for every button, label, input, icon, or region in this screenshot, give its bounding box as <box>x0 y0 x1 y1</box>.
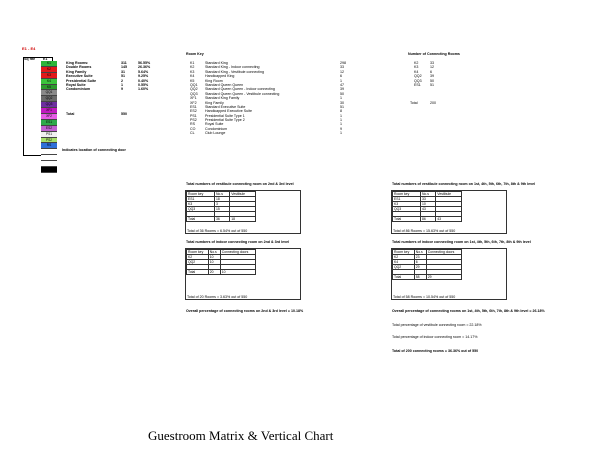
room-key-qty: 8 <box>340 109 342 114</box>
room-key-qty: 1 <box>340 113 342 118</box>
room-type-pct: 56.55% <box>138 61 151 65</box>
legend-header-e1: E1 <box>43 57 48 61</box>
room-key-code: PS2 <box>190 118 197 123</box>
connecting-code: ES1 <box>414 82 421 87</box>
indoor-23-cell: 10 <box>208 255 220 260</box>
vest-up-cell: 33 <box>420 197 435 202</box>
legend-swatch: PS2 <box>41 138 57 144</box>
vest-up-cell: K3 <box>393 202 421 207</box>
indoor-23-cell: 10 <box>208 260 220 265</box>
legend-swatch: K2 <box>41 67 57 73</box>
room-type-pct: 1.60% <box>138 87 149 92</box>
vest-up-title: Total numbers of vestibule connecting room on 1st, 4th, 5th, 6th, 7th, 8th & 9th level <box>392 182 536 186</box>
room-key-code: K3 <box>190 69 195 74</box>
indoor-23-header-row <box>187 250 256 255</box>
indoor-23-total-cell: 10 <box>220 270 255 275</box>
indoor-23-header-cell: Room key <box>187 250 209 255</box>
legend-swatch: QQ2 <box>41 96 57 102</box>
room-type-pct: 0.40% <box>138 78 149 83</box>
vest-23-title: Total numbers of vestibule connecting room on 2nd & 3rd level <box>186 182 294 186</box>
indoor-up-total-cell: 29 <box>426 275 461 280</box>
indoor-up-cell: 23 <box>414 255 426 260</box>
connecting-qty: 12 <box>430 65 434 70</box>
vest-23-cell: 18 <box>214 197 229 202</box>
indoor-up-header-cell: Connecting doors <box>426 250 461 255</box>
room-key-code: ES2 <box>190 109 197 114</box>
room-type-pct: 9.25% <box>138 74 149 79</box>
room-key-qty: 1 <box>340 118 342 123</box>
room-key-qty: 1 <box>340 122 342 127</box>
room-type-name: King Family <box>66 69 87 74</box>
legend-total-label: Total <box>66 112 75 116</box>
connecting-list <box>410 61 440 87</box>
vest-23-header-cell: Room key <box>187 192 215 197</box>
legend-total-value: 550 <box>121 112 127 116</box>
room-key-code: CO <box>190 126 196 131</box>
room-key-code: QQ2 <box>190 87 198 92</box>
vest-up-cell: 10 <box>420 202 435 207</box>
vest-up-total-cell: Total <box>393 217 421 222</box>
room-key-code: K2 <box>190 65 195 70</box>
vest-up-table <box>391 190 507 234</box>
room-key-qty: 9 <box>340 126 342 131</box>
section-label: E1 - E4 <box>22 46 36 51</box>
room-type-name: Executive Suite <box>66 74 93 79</box>
indoor-up-total-cell: 58 <box>414 275 426 280</box>
room-type-count: 51 <box>121 74 125 79</box>
connecting-total-label: Total <box>410 101 418 105</box>
legend-swatch <box>41 167 57 173</box>
indoor-up-grid <box>392 249 462 280</box>
indoor-up-total-cell: Total <box>393 275 415 280</box>
room-key-code: PS1 <box>190 113 197 118</box>
room-key-qty: 33 <box>340 65 344 70</box>
summary-total: Total of 200 connecting rooms = 36.36% out of 550 <box>392 349 479 353</box>
legend-swatch: QQ1 <box>41 90 57 96</box>
room-type-name: Royal Suite <box>66 82 86 87</box>
connecting-code: K4 <box>414 69 419 74</box>
room-type-list <box>66 61 166 92</box>
room-type-row <box>66 87 166 91</box>
room-key-code: K1 <box>190 61 195 65</box>
indoor-up-cell: 29 <box>414 265 426 270</box>
room-key-desc: Standard King <box>205 61 228 65</box>
room-key-code: CL <box>190 131 195 136</box>
indoor-23-total-cell: 20 <box>208 270 220 275</box>
connecting-code: QQ2 <box>414 74 422 79</box>
room-key-qty: 1 <box>340 131 342 136</box>
connecting-row <box>410 83 440 87</box>
connecting-door-note: Indicates location of connecting door <box>62 148 126 152</box>
room-type-count: 9 <box>121 87 123 92</box>
room-key-code: K4 <box>190 74 195 79</box>
indoor-up-cell: K4 <box>393 260 415 265</box>
vest-up-header-cell: Room key <box>393 192 421 197</box>
legend-header-sqft: Sq ftte <box>24 57 36 61</box>
connecting-code: K2 <box>414 61 419 65</box>
room-key-desc: Standard Queen Queen <box>205 82 244 87</box>
connecting-code: QQ3 <box>414 78 422 83</box>
vest-23-cell: 15 <box>214 207 229 212</box>
room-type-name: Double Rooms <box>66 65 92 70</box>
room-key-qty: 51 <box>340 104 344 109</box>
room-key-desc: Standard King Family <box>205 96 240 101</box>
room-key-desc: Presidential Suite Type 1 <box>205 113 245 118</box>
vest-up-total-row <box>393 217 462 222</box>
connecting-code: K3 <box>414 65 419 70</box>
indoor-up-cell: 6 <box>414 260 426 265</box>
indoor-up-header-cell: Room key <box>393 250 415 255</box>
connecting-qty: 51 <box>430 82 434 87</box>
vest-up-cell: 43 <box>420 207 435 212</box>
legend-swatch: QQ3 <box>41 102 57 108</box>
overall-up: Overall percentage of connecting rooms on 1st, 4th, 5th, 6th, 7th, 8th & 9th level = 26.18% <box>392 309 545 313</box>
legend-swatch: K4 <box>41 79 57 85</box>
room-key-desc: Standard Queen Queen - Vestibule connecting <box>205 91 280 96</box>
room-key-desc: Condominium <box>205 126 228 131</box>
summary-vestibule: Total percentage of vestibule connecting room = 22.18% <box>392 323 482 327</box>
legend-swatch: ES2 <box>41 126 57 132</box>
vest-up-header-cell: Vestibule <box>436 192 462 197</box>
overall-23: Overall percentage of connecting rooms on 2nd & 3rd level = 10.18% <box>186 309 304 313</box>
room-key-qty: 39 <box>340 87 344 92</box>
vest-23-cell: K3 <box>187 202 215 207</box>
room-key-code: XF2 <box>190 100 197 105</box>
room-key-code: ES1 <box>190 104 197 109</box>
indoor-23-table <box>185 248 301 300</box>
room-key-desc: Standard Executive Suite <box>205 104 246 109</box>
room-key-qty: 1 <box>340 96 342 101</box>
vest-23-header-cell: Vestibule <box>230 192 256 197</box>
indoor-23-total-row <box>187 270 256 275</box>
vest-23-footer: Total of 36 Rooms = 6.54% out of 550 <box>187 228 248 233</box>
indoor-up-footer: Total of 58 Rooms = 10.54% out of 550 <box>393 294 456 299</box>
connecting-qty: 39 <box>430 74 434 79</box>
indoor-up-cell: QQ2 <box>393 265 415 270</box>
room-key-code: QQ3 <box>190 91 198 96</box>
indoor-up-total-row <box>393 275 462 280</box>
legend-swatch: ES1 <box>41 120 57 126</box>
room-key-desc: Presidential Suite Type 2 <box>205 118 245 123</box>
room-key-qty: 1 <box>340 78 342 83</box>
room-key-title: Room Key <box>186 52 204 56</box>
room-key-qty: 50 <box>340 91 344 96</box>
vest-up-cell: QQ3 <box>393 207 421 212</box>
room-type-name: King Rooms: <box>66 61 89 65</box>
legend-swatch: XF1 <box>41 108 57 114</box>
vest-23-total-row <box>187 217 256 222</box>
connecting-qty: 50 <box>430 78 434 83</box>
room-type-count: 2 <box>121 78 123 83</box>
room-key-desc: Standard King - Indoor connecting <box>205 65 260 70</box>
room-type-count: 1 <box>121 82 123 87</box>
indoor-23-total-cell: Total <box>187 270 209 275</box>
legend-swatches <box>41 61 57 173</box>
room-key-list <box>186 61 346 136</box>
indoor-23-title: Total numbers of indoor connecting room on 2nd & 3rd level <box>186 240 290 244</box>
legend-swatch: XF2 <box>41 114 57 120</box>
page-caption: Guestroom Matrix & Vertical Chart <box>148 428 334 443</box>
indoor-up-header-cell: No.s <box>414 250 426 255</box>
room-key-code: QQ1 <box>190 82 198 87</box>
room-key-code: K5 <box>190 78 195 83</box>
vest-23-total-cell: 18 <box>230 217 256 222</box>
room-key-qty: 6 <box>340 74 342 79</box>
indoor-23-cell: QQ2 <box>187 260 209 265</box>
room-type-count: 145 <box>121 65 127 70</box>
indoor-23-footer: Total of 20 Rooms = 3.63% out of 550 <box>187 294 248 299</box>
legend-swatch: PS1 <box>41 132 57 138</box>
indoor-23-header-cell: Connecting doors <box>220 250 255 255</box>
room-type-count: 31 <box>121 69 125 74</box>
vest-up-grid <box>392 191 462 222</box>
room-key-desc: King Room <box>205 78 223 83</box>
connecting-qty: 33 <box>430 61 434 65</box>
connecting-title: Number of Connecting Rooms <box>408 52 460 56</box>
room-key-qty: 298 <box>340 61 346 65</box>
vest-23-cell: 3 <box>214 202 229 207</box>
vest-23-table <box>185 190 301 234</box>
summary-indoor: Total percentage of indoor connecting room = 14.17% <box>392 335 478 339</box>
legend-swatch: K5 <box>41 85 57 91</box>
vest-23-cell: QQ3 <box>187 207 215 212</box>
room-type-name: Condominium <box>66 87 91 92</box>
room-key-desc: Standard King - Vestibule connecting <box>205 69 264 74</box>
vest-up-total-cell: 43 <box>436 217 462 222</box>
room-key-qty: 12 <box>340 69 344 74</box>
vest-up-cell: ES1 <box>393 197 421 202</box>
indoor-up-header-row <box>393 250 462 255</box>
vest-up-header-cell: No.s <box>420 192 435 197</box>
vest-23-header-cell: No.s <box>214 192 229 197</box>
room-type-pct: 0.55% <box>138 82 149 87</box>
indoor-up-cell: K2 <box>393 255 415 260</box>
legend-swatch: RS <box>41 143 57 149</box>
room-type-pct: 26.36% <box>138 65 151 70</box>
vest-up-total-cell: 86 <box>420 217 435 222</box>
legend-swatch: K1 <box>41 61 57 67</box>
indoor-23-header-cell: No.s <box>208 250 220 255</box>
indoor-up-title: Total numbers of indoor connecting room on 1st, 4th, 5th, 6th, 7th, 8th & 9th level <box>392 240 531 244</box>
indoor-23-cell: K2 <box>187 255 209 260</box>
room-key-qty: 30 <box>340 100 344 105</box>
vest-23-cell: ES1 <box>187 197 215 202</box>
connecting-qty: 6 <box>430 69 432 74</box>
indoor-up-table <box>391 248 507 300</box>
room-type-count: 311 <box>121 61 127 65</box>
vest-up-footer: Total of 86 Rooms = 15.63% out of 550 <box>393 228 456 233</box>
legend-swatch: K3 <box>41 73 57 79</box>
vest-23-total-cell: 36 <box>214 217 229 222</box>
connecting-total-value: 200 <box>430 101 436 105</box>
room-key-qty: 47 <box>340 82 344 87</box>
room-key-desc: Standard Queen Queen - Indoor connecting <box>205 87 275 92</box>
room-key-desc: Handicapped King <box>205 74 235 79</box>
room-key-desc: King Family <box>205 100 224 105</box>
room-key-code: RS <box>190 122 195 127</box>
indoor-23-grid <box>186 249 256 275</box>
room-key-desc: Royal Suite <box>205 122 224 127</box>
vest-23-grid <box>186 191 256 222</box>
room-key-code: XF1 <box>190 96 197 101</box>
vest-23-total-cell: Total <box>187 217 215 222</box>
room-key-row <box>186 131 346 135</box>
room-key-desc: Handicapped Executive Suite <box>205 109 252 114</box>
room-type-name: Presidential Suite <box>66 78 97 83</box>
room-type-pct: 5.64% <box>138 69 149 74</box>
room-key-desc: Club Lounge <box>205 131 226 136</box>
